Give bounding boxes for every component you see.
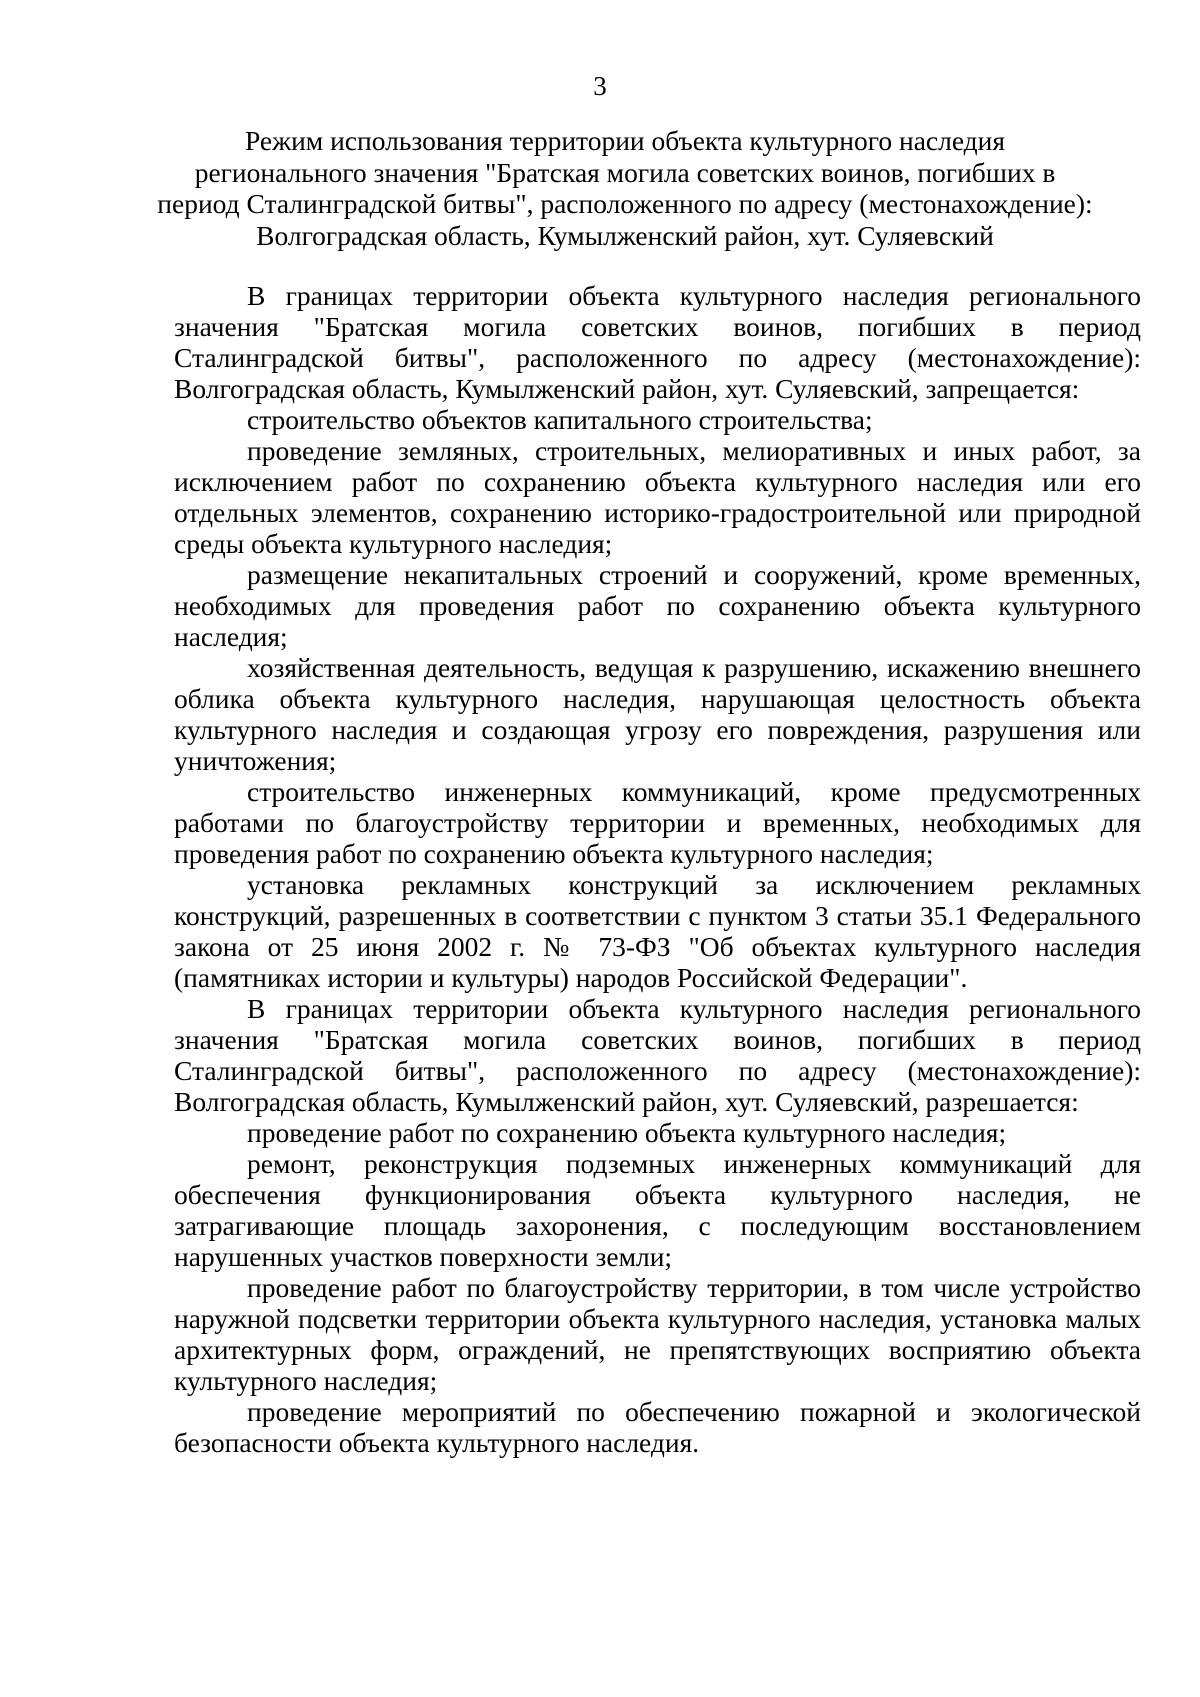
paragraph-item: проведение работ по сохранению объекта культурного наследия; xyxy=(247,1117,1007,1148)
title-line: период Сталинградской битвы", расположенного по адресу (местонахождение): xyxy=(157,188,1093,219)
paragraph-item: строительство объектов капитального строительства; xyxy=(247,404,873,435)
title-line: регионального значения "Братская могила советских воинов, погибших в xyxy=(194,156,1056,188)
title-line: Режим использования территории объекта культурного наследия xyxy=(244,125,1006,156)
paragraph-prohibited-intro: В границах территории объекта культурного наследия регионального значения "Братская могила советских воинов, погибших в период Сталинградской битвы", расположенного по адресу (местонахождение): Волгоградская область, Кумылженский район, хут. Суляевский, запрещается: xyxy=(174,280,1141,404)
paragraph-item: строительство инженерных коммуникаций, кроме предусмотренных работами по благоустройству территории и временных, необходимых для проведения работ по сохранению объекта культурного наследия; xyxy=(174,776,1141,869)
paragraph-item: установка рекламных конструкций за исключением рекламных конструкций, разрешенных в соответствии с пунктом 3 статьи 35.1 Федерального закона от 25 июня 2002 г. № 73-ФЗ "Об объектах культурного наследия (памятниках истории и культуры) народов Российской Федерации". xyxy=(174,869,1141,993)
paragraph-item: размещение некапитальных строений и сооружений, кроме временных, необходимых для проведения работ по сохранению объекта культурного наследия; xyxy=(174,559,1141,652)
page-number: 3 xyxy=(593,71,607,101)
paragraph-item: проведение земляных, строительных, мелиоративных и иных работ, за исключением работ по сохранению объекта культурного наследия или его отдельных элементов, сохранению историко-градостроительной или природной среды объекта культурного наследия; xyxy=(174,435,1141,559)
document-body xyxy=(174,280,1141,1458)
paragraph-item: проведение работ по благоустройству территории, в том числе устройство наружной подсветки территории объекта культурного наследия, установка малых архитектурных форм, ограждений, не препятствующих восприятию объекта культурного наследия; xyxy=(174,1272,1141,1396)
title-line: Волгоградская область, Кумылженский район, хут. Суляевский xyxy=(256,219,994,251)
document-title xyxy=(150,125,1100,251)
paragraph-item: проведение мероприятий по обеспечению пожарной и экологической безопасности объекта культурного наследия. xyxy=(174,1396,1141,1458)
paragraph-permitted-intro: В границах территории объекта культурного наследия регионального значения "Братская могила советских воинов, погибших в период Сталинградской битвы", расположенного по адресу (местонахождение): Волгоградская область, Кумылженский район, хут. Суляевский, разрешается: xyxy=(174,993,1141,1117)
paragraph-item: хозяйственная деятельность, ведущая к разрушению, искажению внешнего облика объекта культурного наследия, нарушающая целостность объекта культурного наследия и создающая угрозу его повреждения, разрушения или уничтожения; xyxy=(174,652,1141,776)
paragraph-item: ремонт, реконструкция подземных инженерных коммуникаций для обеспечения функционирования объекта культурного наследия, не затрагивающие площадь захоронения, с последующим восстановлением нарушенных участков поверхности земли; xyxy=(174,1148,1141,1272)
